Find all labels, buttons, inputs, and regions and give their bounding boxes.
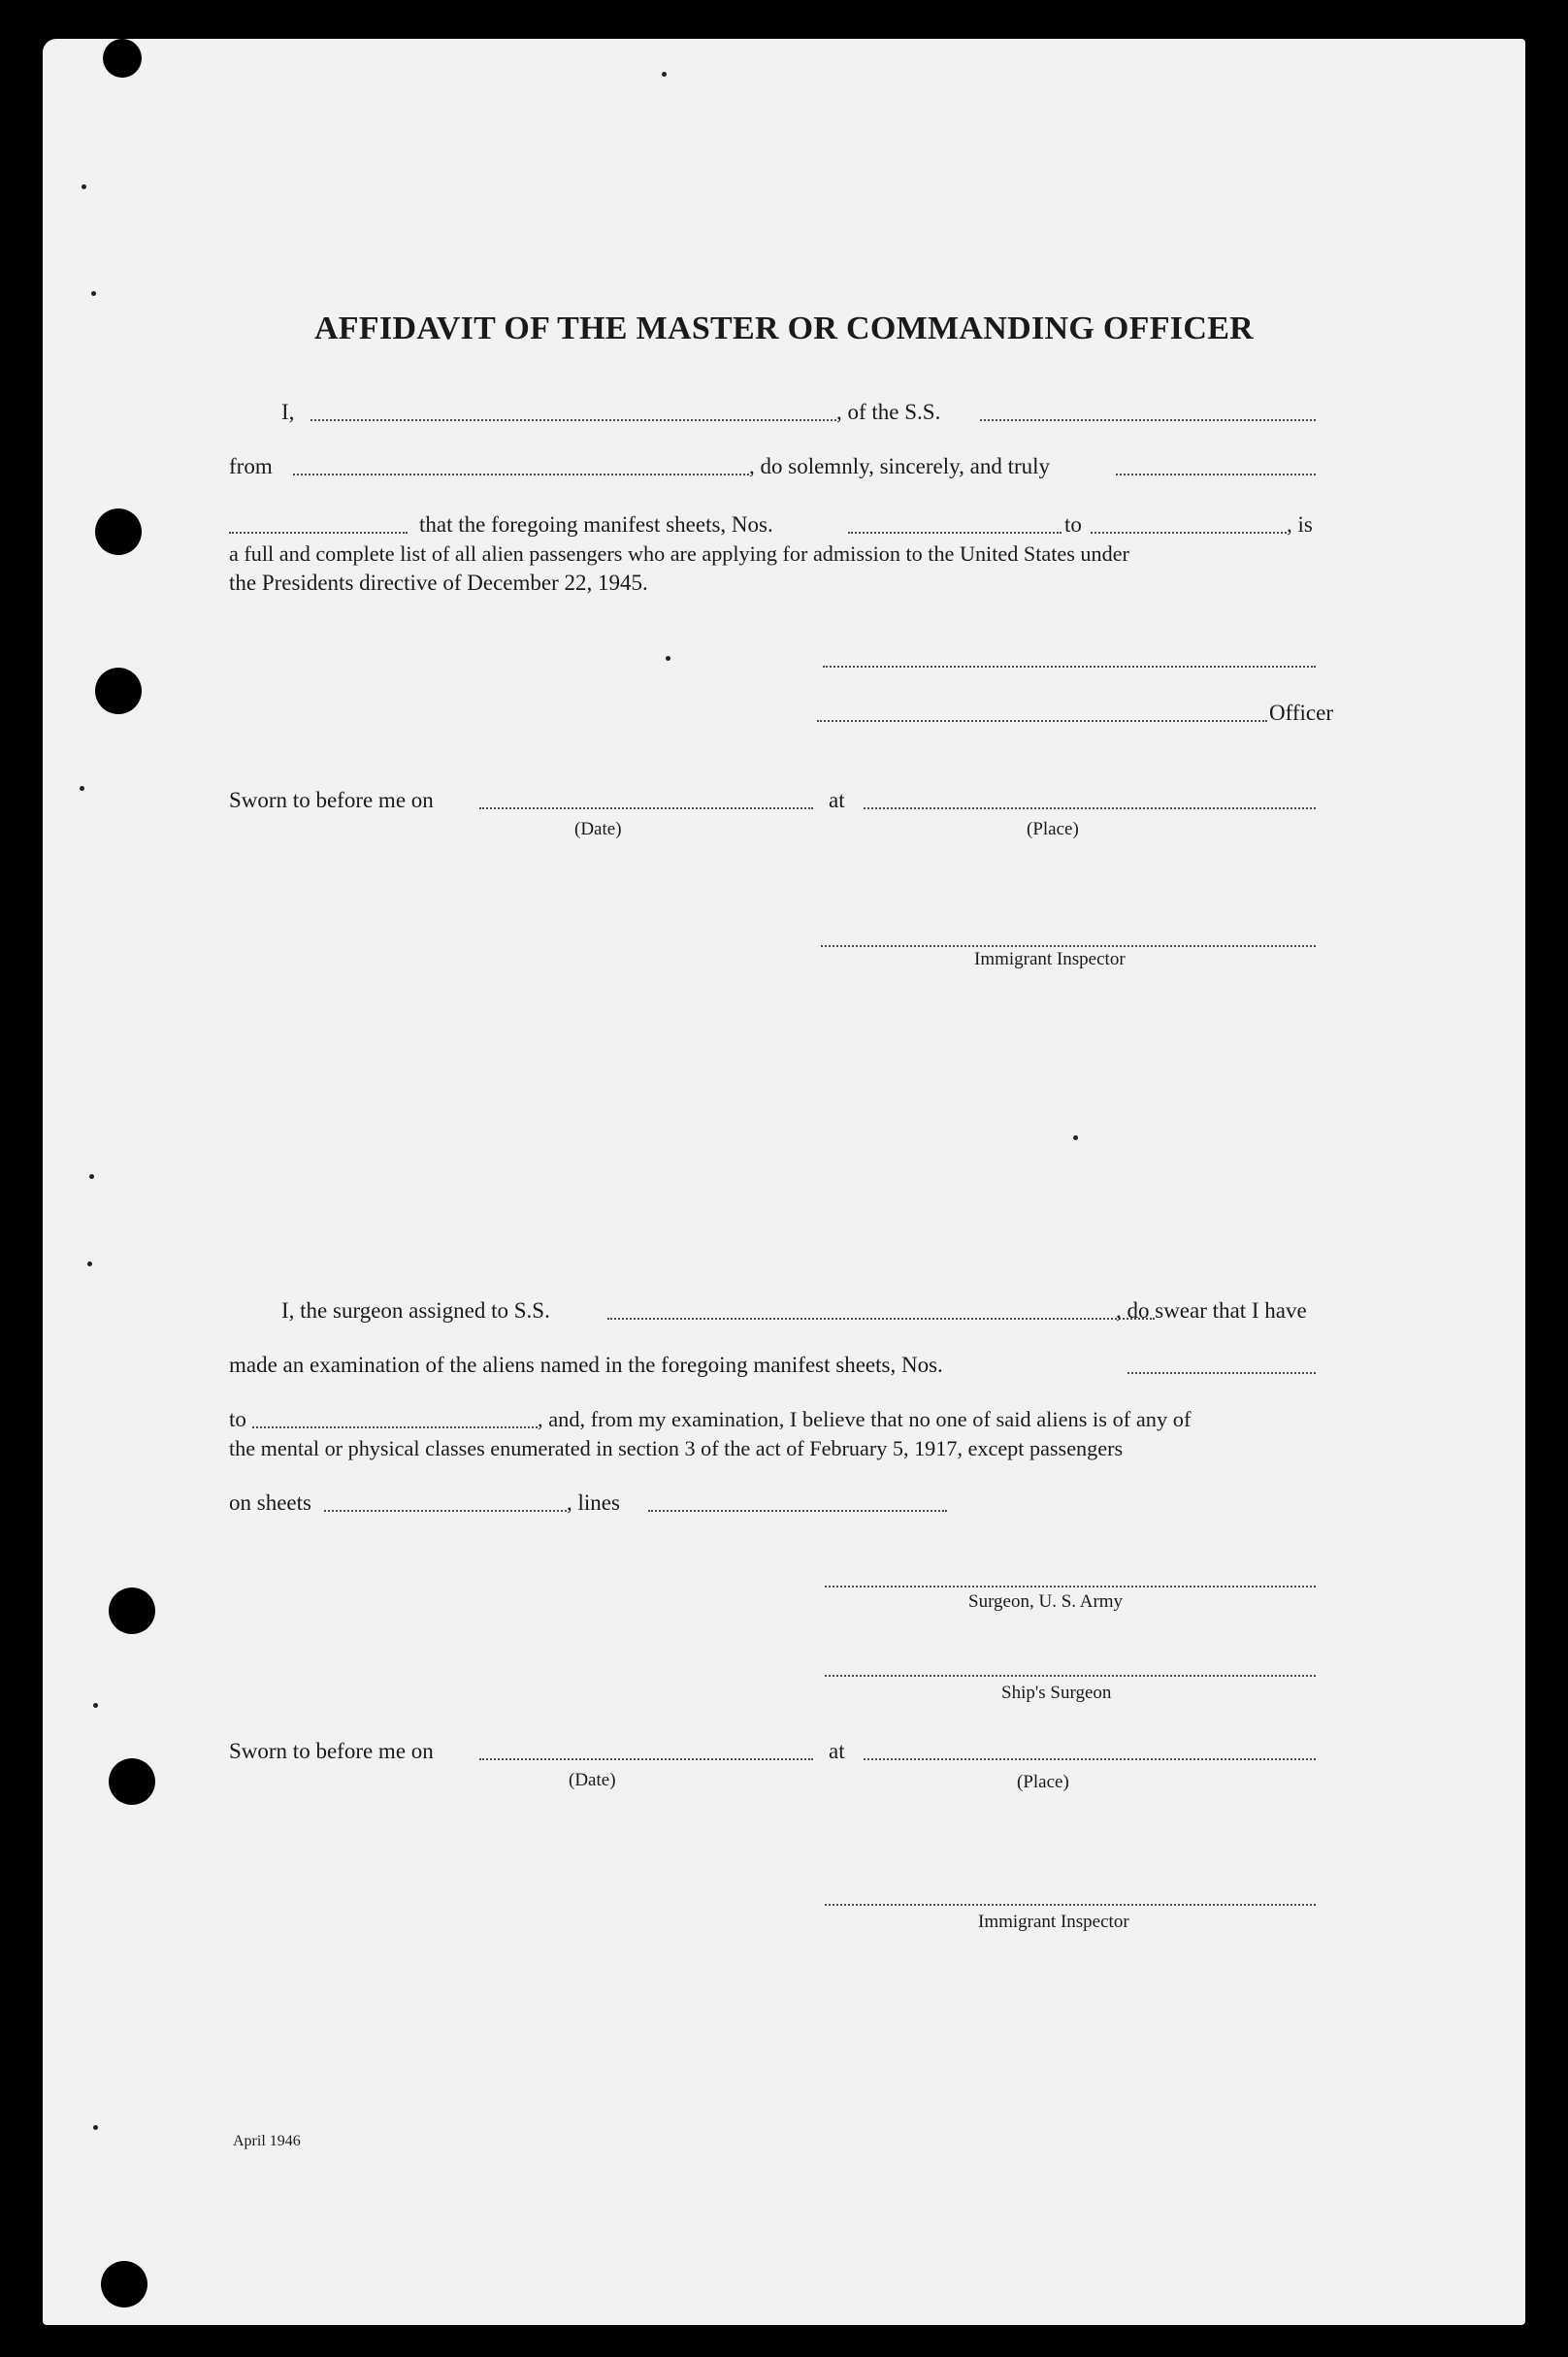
surgeon-except-sheets-field[interactable] [324,1510,567,1512]
officer-signature-line[interactable] [823,666,1316,668]
master-sworn-place-field[interactable] [864,807,1316,809]
master-to-label: to [1064,512,1082,537]
paper-speck [662,72,667,77]
surgeon-line4-text: the mental or physical classes enumerated in section 3 of the act of February 5, 1917, except passengers [229,1436,1124,1460]
paper-speck [93,2125,98,2130]
master-solemnly-label: , do solemnly, sincerely, and truly [749,454,1051,478]
master-statement-line: the Presidents directive of December 22, 1945. [229,571,648,595]
form-page [43,39,1525,2325]
paper-speck [82,184,86,189]
paper-speck [80,786,84,791]
ship-surgeon-signature-line[interactable] [825,1675,1316,1677]
form-date-footer: April 1946 [233,2133,301,2149]
paper-speck [89,1174,94,1179]
surgeon-ship-field[interactable] [607,1318,1155,1320]
paper-speck [91,291,96,296]
surgeon-sheets-to-field[interactable] [252,1426,538,1428]
officer-title-line[interactable] [817,720,1267,722]
officer-label: Officer [1269,701,1333,725]
punch-hole [95,668,142,714]
master-i-label: I, [281,400,295,424]
master-sheets-from-field[interactable] [848,532,1062,534]
surgeon-sworn-place-field[interactable] [864,1758,1316,1760]
army-surgeon-caption: Surgeon, U. S. Army [968,1591,1124,1612]
master-declaration-field[interactable] [1116,474,1316,475]
master-inspector-signature-line[interactable] [821,945,1316,947]
surgeon-line3-text: , and, from my examination, I believe that no one of said aliens is of any of [538,1407,1192,1431]
surgeon-sworn-label: Sworn to before me on [229,1739,434,1763]
master-date-caption: (Date) [574,819,622,839]
surgeon-lines-label: , lines [567,1490,620,1515]
master-at-label: at [829,788,845,812]
surgeon-date-caption: (Date) [569,1770,616,1790]
master-statement-line: a full and complete list of all alien passengers who are applying for admission to the United States under [229,541,1129,566]
punch-hole [103,39,142,78]
master-of-ss-label: , of the S.S. [836,400,941,424]
master-from-label: from [229,454,273,478]
surgeon-at-label: at [829,1739,845,1763]
master-place-caption: (Place) [1027,819,1079,839]
paper-speck [87,1261,92,1266]
surgeon-line1-label: I, the surgeon assigned to S.S. [281,1298,550,1323]
ship-surgeon-caption: Ship's Surgeon [1001,1683,1112,1703]
paper-speck [93,1703,98,1708]
surgeon-sheets-from-field[interactable] [1127,1372,1316,1374]
master-ship-field[interactable] [980,419,1316,421]
master-inspector-caption: Immigrant Inspector [974,949,1126,969]
master-that-label: that the foregoing manifest sheets, Nos. [419,512,773,537]
master-sworn-date-field[interactable] [479,807,813,809]
master-is-label: , is [1287,512,1313,537]
master-declaration-cont-field[interactable] [229,532,408,534]
punch-hole [109,1758,155,1805]
master-sworn-label: Sworn to before me on [229,788,434,812]
master-from-field[interactable] [293,474,749,475]
surgeon-sworn-date-field[interactable] [479,1758,813,1760]
punch-hole [109,1588,155,1634]
surgeon-except-lines-field[interactable] [648,1510,947,1512]
paper-speck [666,656,670,661]
master-name-field[interactable] [310,419,836,421]
punch-hole [95,508,142,555]
surgeon-line2-label: made an examination of the aliens named in the foregoing manifest sheets, Nos. [229,1353,943,1377]
page-title: AFFIDAVIT OF THE MASTER OR COMMANDING OFFICER [313,311,1255,346]
punch-hole [101,2261,147,2308]
surgeon-sheets-label: on sheets [229,1490,311,1515]
surgeon-to-label: to [229,1407,246,1431]
surgeon-inspector-signature-line[interactable] [825,1904,1316,1906]
master-sheets-to-field[interactable] [1091,532,1287,534]
paper-speck [1073,1135,1078,1140]
army-surgeon-signature-line[interactable] [825,1586,1316,1588]
surgeon-place-caption: (Place) [1017,1772,1069,1792]
surgeon-inspector-caption: Immigrant Inspector [978,1912,1129,1932]
surgeon-line1-end: , do swear that I have [1116,1298,1307,1323]
